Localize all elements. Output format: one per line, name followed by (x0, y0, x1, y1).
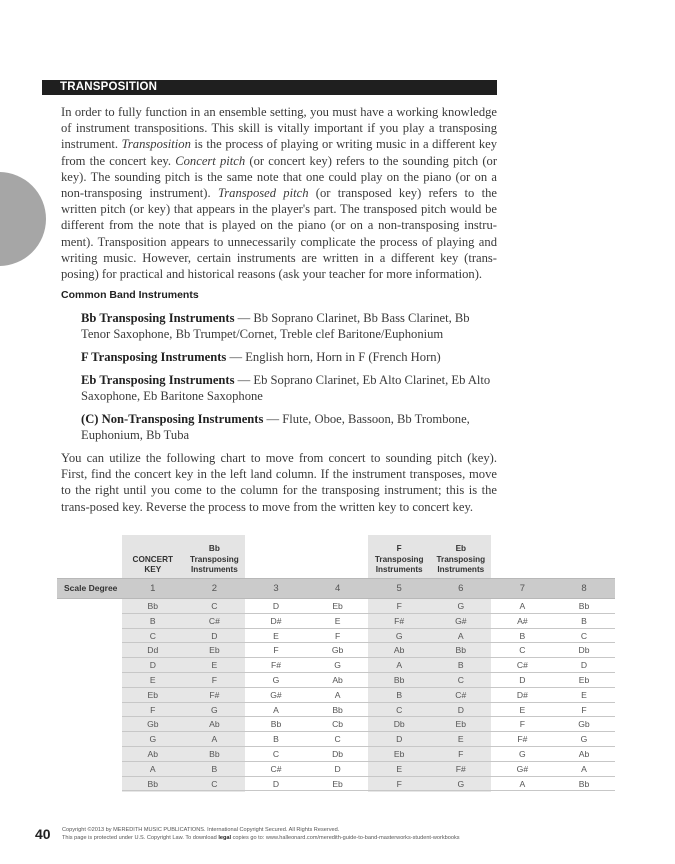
table-cell: E (273, 630, 279, 641)
table-cell: F (273, 645, 279, 656)
table-cell: Eb (578, 675, 590, 685)
table-cell: G# (270, 689, 282, 700)
table-row (122, 732, 615, 747)
page-number: 40 (35, 826, 51, 842)
table-cell: G (395, 630, 403, 641)
column-header-line: Eb (455, 544, 467, 554)
table-cell: D (334, 763, 341, 774)
legal-bold: legal (218, 835, 232, 841)
table-row (122, 599, 615, 614)
table-cell: Gb (147, 719, 159, 730)
scale-degree-number: 4 (334, 583, 341, 594)
table-cell: D (519, 675, 526, 685)
table-cell: Ab (578, 749, 590, 759)
table-cell: Bb (393, 675, 405, 685)
table-cell: E (457, 734, 464, 745)
table-cell: G (211, 704, 218, 715)
table-cell: Ab (209, 719, 220, 730)
table-cell: C (272, 749, 280, 759)
table-cell: F (581, 704, 587, 715)
table-cell: E (581, 689, 587, 700)
group-list: English horn, Horn in F (French Horn) (245, 350, 441, 364)
table-cell: F (396, 601, 402, 611)
group-label: (C) Non-Transposing Instruments (81, 412, 264, 426)
table-row (122, 658, 615, 673)
table-cell: B (211, 763, 218, 774)
column-header (184, 535, 246, 578)
table-cell: C (149, 630, 156, 641)
instrument-group-eb (81, 372, 501, 404)
scale-degree-number: 6 (458, 583, 464, 594)
table-cell: G# (516, 763, 529, 774)
table-cell: Db (332, 749, 344, 759)
table-cell: Ab (332, 675, 343, 685)
column-header (368, 535, 430, 578)
table-cell: B (581, 615, 587, 626)
chapter-tab-marker (0, 172, 46, 266)
table-cell: C# (270, 763, 282, 774)
column-header-line: KEY (144, 565, 162, 575)
table-row (122, 673, 615, 688)
table-cell: F (211, 675, 218, 685)
table-cell: C# (455, 689, 467, 700)
scale-degree-number: 7 (519, 583, 526, 594)
scale-degree-number: 8 (581, 583, 587, 594)
legal-text: This page is protected under U.S. Copyright Law. To download (62, 835, 219, 841)
column-header (122, 535, 184, 578)
column-header-line: Instruments (190, 565, 238, 575)
table-cell: G (457, 601, 465, 611)
table-cell: E (519, 704, 526, 715)
table-row (122, 703, 615, 718)
table-cell: A (211, 734, 218, 745)
table-row (122, 688, 615, 703)
term-transposed-pitch: Transposed pitch (217, 186, 309, 201)
copyright-footer (62, 826, 582, 842)
table-cell: D (149, 660, 156, 671)
table-cell: C (580, 630, 588, 641)
section-title: TRANSPOSITION (42, 80, 497, 95)
table-cell: D (396, 734, 403, 745)
column-header-line: Bb (208, 544, 220, 554)
table-cell: A (519, 601, 526, 611)
table-cell: Dd (147, 645, 159, 656)
table-cell: E (396, 763, 403, 774)
table-cell: Eb (332, 778, 343, 789)
table-row (122, 614, 615, 629)
table-cell: A (149, 763, 156, 774)
group-label: Bb Transposing Instruments (81, 311, 235, 325)
group-label: Eb Transposing Instruments (81, 373, 235, 387)
group-list: Bb Soprano Clarinet, Bb Bass Clarinet, Bb Tenor Saxophone, Bb Trumpet/Cornet, Treble clef Baritone/Euphonium (81, 311, 470, 342)
table-cell: Bb (147, 778, 159, 789)
scale-degree-number: 2 (211, 583, 218, 594)
table-cell: D (211, 630, 218, 641)
column-header-line: Instruments (375, 565, 423, 575)
table-cell: A (334, 689, 341, 700)
table-cell: Bb (147, 601, 159, 611)
column-header (307, 535, 369, 578)
table-cell: Bb (455, 645, 467, 656)
intro-text-4: (or transposed key) refers to the written pitch (or key) that appears in the player's part. The transposed pitch would be different from the note that is played on the piano (or on a non-transposing instru-ment). Transposition appears to unnecessarily complicate the process of playing and writing music. However, certain instruments are written in a different key (trans-posing) for practical and historical reasons (ask your teacher for more information). (61, 186, 497, 282)
table-row (122, 717, 615, 732)
table-cell: Gb (331, 645, 344, 656)
scale-degree-number: 1 (150, 583, 156, 594)
table-cell: F (150, 704, 156, 715)
table-cell: Bb (578, 601, 590, 611)
term-concert-pitch: Concert pitch (175, 153, 246, 168)
table-cell: C (334, 734, 341, 745)
copyright-line: Copyright ©2013 by MEREDITH MUSIC PUBLICATIONS. International Copyright Secured. All Rights Reserved. (62, 827, 340, 833)
legal-url: copies go to: www.halleonard.com/meredith-guide-to-band-masterworks-student-workbooks (231, 835, 460, 841)
scale-degree-label: Scale Degree (64, 583, 118, 593)
table-cell: A (273, 704, 279, 715)
instrument-group-f (81, 349, 501, 365)
table-cell: D (272, 601, 280, 611)
intro-text-1: In order to fully function in an ensemble setting, you must have a working knowledge of instrument transpositions. This skill is vitally important if you play a transposing instrument. (61, 105, 497, 152)
table-cell: A# (517, 615, 528, 626)
instrument-group-bb (81, 310, 501, 342)
column-header (245, 535, 307, 578)
table-cell: Ab (393, 645, 405, 656)
table-cell: D (272, 778, 280, 789)
table-cell: A (519, 778, 526, 789)
table-cell: E (149, 675, 156, 685)
table-cell: F# (270, 660, 281, 671)
table-cell: G (272, 675, 280, 685)
table-cell: B (396, 689, 403, 700)
table-cell: B (273, 734, 279, 745)
table-cell: F# (209, 689, 220, 700)
table-cell: A (396, 660, 403, 671)
table-cell: C (211, 778, 218, 789)
table-cell: D# (270, 615, 282, 626)
intro-text-3: (or concert key) refers to the sounding pitch (or key). The sounding pitch is the same note that one could play on the piano (or on a non-transposing instrument). (61, 153, 498, 201)
table-cell: F# (517, 734, 528, 745)
dash: — (263, 412, 283, 426)
table-cell: E (334, 615, 341, 626)
table-cell: F (396, 778, 402, 789)
table-cell: F# (394, 615, 405, 626)
column-header-line: Transposing (436, 554, 486, 564)
table-cell: F (519, 719, 526, 730)
column-header-line: Transposing (374, 554, 424, 564)
table-cell: G (580, 734, 588, 745)
table-cell: Eb (455, 719, 467, 730)
table-cell: G# (455, 615, 467, 626)
table-cell: E (211, 660, 218, 671)
table-row (122, 629, 615, 644)
table-cell: G (519, 749, 526, 759)
table-cell: Db (578, 645, 590, 656)
group-list: Eb Soprano Clarinet, Eb Alto Clarinet, Eb Alto Saxophone, Eb Baritone Saxophone (81, 373, 491, 404)
scale-degree-number: 3 (273, 583, 279, 594)
table-cell: C# (516, 660, 528, 671)
table-cell: Eb (332, 601, 343, 611)
table-row (122, 777, 615, 792)
table-cell: Db (393, 719, 405, 730)
table-cell: C# (208, 615, 220, 626)
column-header-line: CONCERT (132, 554, 174, 564)
table-cell: G (334, 660, 341, 671)
table-cell: A (457, 630, 464, 641)
column-header (553, 535, 615, 578)
column-header (430, 535, 492, 578)
table-cell: Bb (270, 719, 282, 730)
group-label: F Transposing Instruments (81, 350, 227, 364)
instrument-group-c (81, 411, 501, 443)
table-cell: Gb (578, 719, 590, 730)
table-cell: Bb (209, 749, 220, 759)
table-cell: Eb (147, 689, 159, 700)
table-cell: Bb (578, 778, 590, 789)
table-cell: B (457, 660, 464, 671)
scale-degree-number: 5 (396, 583, 402, 594)
column-header (492, 535, 554, 578)
table-cell: C (519, 645, 526, 656)
term-transposition: Transposition (121, 137, 191, 152)
table-cell: B (149, 615, 156, 626)
dash: — (234, 311, 254, 325)
table-cell: F (334, 630, 341, 641)
dash: — (234, 373, 254, 387)
table-cell: C (396, 704, 403, 715)
table-cell: F (458, 749, 464, 759)
table-cell: C (457, 675, 464, 685)
instruments-heading: Common Band Instruments (61, 289, 199, 301)
table-cell: D (580, 660, 588, 671)
column-header-line: Transposing (190, 554, 239, 564)
legal-line (62, 834, 582, 842)
column-header-line: Instruments (437, 565, 485, 575)
table-cell: A (581, 763, 587, 774)
table-cell: D# (516, 689, 528, 700)
table-cell: D (457, 704, 464, 715)
table-cell: Eb (209, 645, 220, 656)
intro-paragraph (61, 104, 497, 282)
table-cell: Ab (147, 749, 159, 759)
dash: — (226, 350, 246, 364)
table-cell: Eb (393, 749, 405, 759)
table-row (122, 643, 615, 658)
table-cell: C (211, 601, 218, 611)
table-cell: G (457, 778, 465, 789)
column-header-line: F (396, 544, 402, 554)
table-cell: Bb (332, 704, 343, 715)
intro-text-2: is the process of playing or writing music in a different key from the concert key. (61, 137, 497, 168)
table-cell: Cb (332, 719, 344, 730)
table-cell: G (149, 734, 157, 745)
table-cell: B (519, 630, 526, 641)
chart-instructions: You can utilize the following chart to move from concert to sounding pitch (key). First, find the concert key in the left land column. If the instrument transposes, move to the right until you come to the column for the transposing instrument; this is the trans-posed key. Reverse the process to move from the written key to concert key. (61, 451, 497, 514)
table-row (122, 762, 615, 777)
group-list: Flute, Oboe, Bassoon, Bb Trombone, Euphonium, Bb Tuba (81, 412, 470, 443)
table-cell: F# (455, 763, 466, 774)
table-row (122, 747, 615, 762)
